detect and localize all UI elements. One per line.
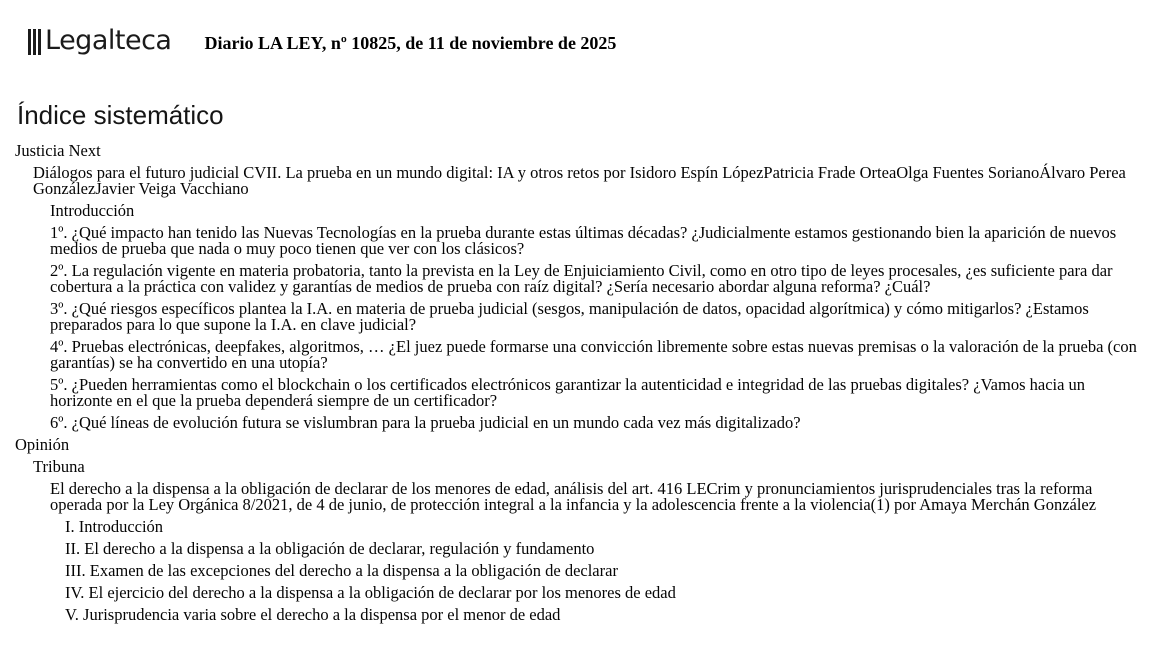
legalteca-logo[interactable]	[28, 26, 171, 56]
toc-link-q4[interactable]: 4º. Pruebas electrónicas, deepfakes, algoritmos, … ¿El juez puede formarse una convicción libremente sobre estas nuevas premisas o la valoración de la prueba (con garantías) se ha convertido en una utopía?	[50, 337, 1137, 372]
header	[0, 0, 1158, 56]
toc-link-q1[interactable]: 1º. ¿Qué impacto han tenido las Nuevas Tecnologías en la prueba durante estas últimas décadas? ¿Judicialmente estamos gestionando bien la aparición de nuevos medios de prueba que nada o muy poco tienen que ver con los clásicos?	[50, 223, 1117, 258]
legalteca-bars-icon	[28, 29, 43, 55]
toc-link-introduccion[interactable]: Introducción	[50, 201, 135, 220]
toc-link-roman-5[interactable]: V. Jurisprudencia varia sobre el derecho a la dispensa por el menor de edad	[65, 605, 561, 624]
toc-link-q2[interactable]: 2º. La regulación vigente en materia probatoria, tanto la prevista en la Ley de Enjuiciamiento Civil, como en otro tipo de leyes procesales, ¿es suficiente para dar cobertura a la práctica con validez y garantías de medios de prueba con raíz digital? ¿Sería necesario abordar alguna reforma? ¿Cuál?	[50, 261, 1113, 296]
toc-link-roman-4[interactable]: IV. El ejercicio del derecho a la dispensa a la obligación de declarar por los menores de edad	[65, 583, 676, 602]
toc-link-q3[interactable]: 3º. ¿Qué riesgos específicos plantea la I.A. en materia de prueba judicial (sesgos, manipulación de datos, opacidad algorítmica) y cómo mitigarlos? ¿Estamos preparados para lo que supone la I.A. en clave judicial?	[50, 299, 1089, 334]
toc-link-roman-1[interactable]: I. Introducción	[65, 517, 164, 536]
section-label-opinion: Opinión	[15, 435, 70, 454]
section-label-justicia-next: Justicia Next	[15, 141, 101, 160]
article-link-dialogos[interactable]: Diálogos para el futuro judicial CVII. La prueba en un mundo digital: IA y otros retos por Isidoro Espín LópezPatricia Frade OrteaOlga Fuentes SorianoÁlvaro Perea GonzálezJavier Veiga Vacchiano	[33, 163, 1126, 198]
article-link-dispensa[interactable]: El derecho a la dispensa a la obligación de declarar de los menores de edad, análisis del art. 416 LECrim y pronunciamientos jurisprudenciales tras la reforma operada por la Ley Orgánica 8/2021, de 4 de junio, de protección integral a la infancia y la adolescencia frente a la violencia(1) por Amaya Merchán González	[50, 479, 1097, 514]
systematic-index	[0, 143, 1158, 623]
toc-link-q5[interactable]: 5º. ¿Pueden herramientas como el blockchain o los certificados electrónicos garantizar la autenticidad e integridad de las pruebas digitales? ¿Vamos hacia un horizonte en el que la prueba dependerá siempre de un certificador?	[50, 375, 1086, 410]
legalteca-logo-text: Legalteca	[45, 25, 172, 56]
toc-link-roman-3[interactable]: III. Examen de las excepciones del derecho a la dispensa a la obligación de declarar	[65, 561, 618, 580]
toc-link-roman-2[interactable]: II. El derecho a la dispensa a la obligación de declarar, regulación y fundamento	[65, 539, 595, 558]
toc-link-q6[interactable]: 6º. ¿Qué líneas de evolución futura se vislumbran para la prueba judicial en un mundo cada vez más digitalizado?	[50, 413, 801, 432]
subsection-label-tribuna: Tribuna	[33, 457, 85, 476]
diario-title: Diario LA LEY, nº 10825, de 11 de noviembre de 2025	[204, 33, 617, 53]
page-title: Índice sistemático	[17, 100, 224, 130]
